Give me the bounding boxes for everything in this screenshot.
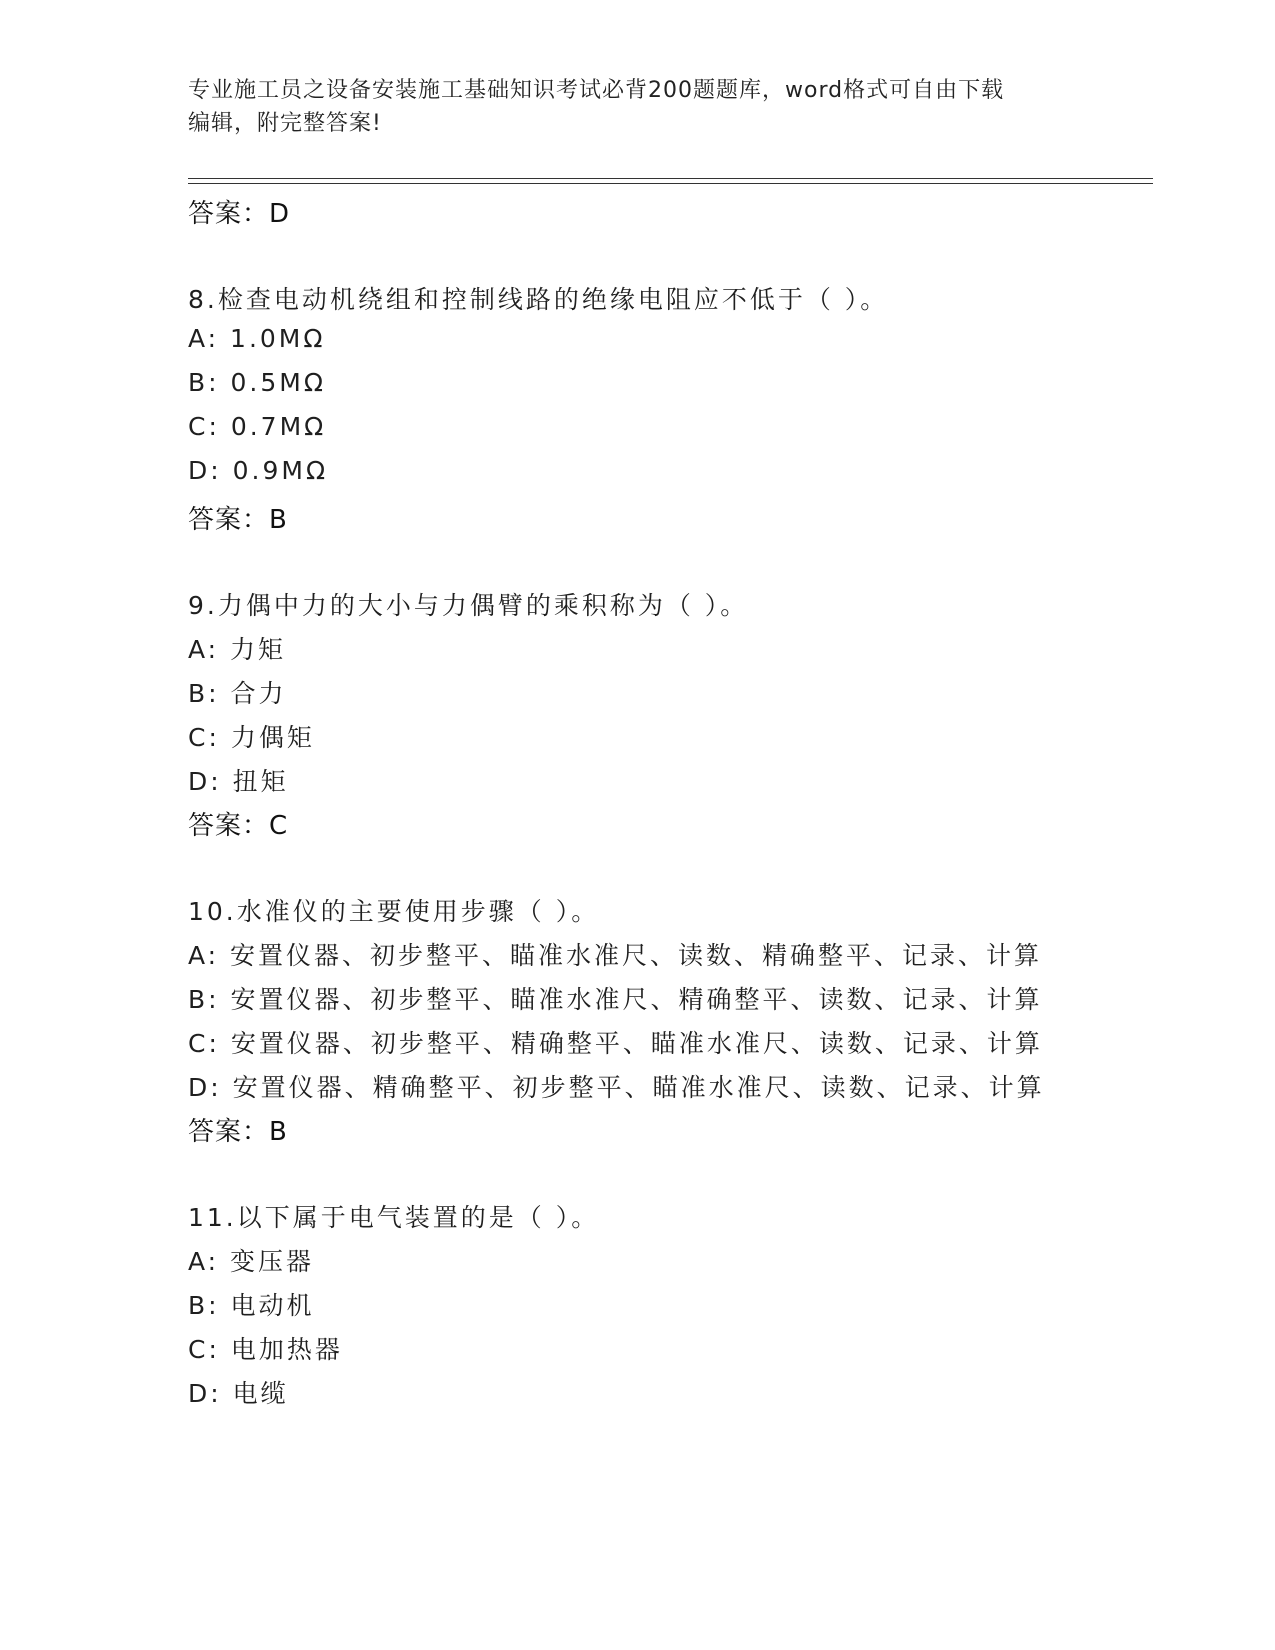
- question-10-option-c: C: 安置仪器、初步整平、精确整平、瞄准水准尺、读数、记录、计算: [188, 1029, 1043, 1058]
- question-10-option-d: D: 安置仪器、精确整平、初步整平、瞄准水准尺、读数、记录、计算: [188, 1073, 1045, 1102]
- question-8-option-a: A: 1.0MΩ: [188, 324, 326, 353]
- question-9-option-b: B: 合力: [188, 679, 287, 708]
- question-10-option-b: B: 安置仪器、初步整平、瞄准水准尺、精确整平、读数、记录、计算: [188, 985, 1043, 1014]
- previous-answer: 答案：D: [188, 199, 291, 229]
- question-9-option-d: D: 扭矩: [188, 767, 289, 796]
- question-11-option-b: B: 电动机: [188, 1291, 315, 1320]
- question-9-answer: 答案：C: [188, 811, 289, 841]
- question-10-stem: 10.水准仪的主要使用步骤（ ）。: [188, 897, 600, 926]
- question-10-answer: 答案：B: [188, 1117, 288, 1147]
- question-8-answer: 答案：B: [188, 505, 288, 535]
- question-11-option-a: A: 变压器: [188, 1247, 315, 1276]
- question-11-option-d: D: 电缆: [188, 1379, 289, 1408]
- question-11-option-c: C: 电加热器: [188, 1335, 343, 1364]
- question-8-option-c: C: 0.7MΩ: [188, 412, 327, 441]
- question-10-option-a: A: 安置仪器、初步整平、瞄准水准尺、读数、精确整平、记录、计算: [188, 941, 1043, 970]
- question-9-stem: 9.力偶中力的大小与力偶臂的乘积称为（ ）。: [188, 591, 749, 620]
- header-divider-bottom: [188, 183, 1153, 184]
- question-8-option-b: B: 0.5MΩ: [188, 368, 326, 397]
- question-9-option-c: C: 力偶矩: [188, 723, 315, 752]
- header-divider-top: [188, 178, 1153, 179]
- document-header: [188, 74, 1068, 140]
- header-line-2: 编辑，附完整答案!: [188, 111, 382, 136]
- question-9-option-a: A: 力矩: [188, 635, 287, 664]
- header-line-1: 专业施工员之设备安装施工基础知识考试必背200题题库，word格式可自由下载: [188, 78, 1005, 103]
- question-8-stem: 8.检查电动机绕组和控制线路的绝缘电阻应不低于（ ）。: [188, 285, 889, 314]
- question-11-stem: 11.以下属于电气装置的是（ ）。: [188, 1203, 600, 1232]
- question-8-option-d: D: 0.9MΩ: [188, 456, 329, 485]
